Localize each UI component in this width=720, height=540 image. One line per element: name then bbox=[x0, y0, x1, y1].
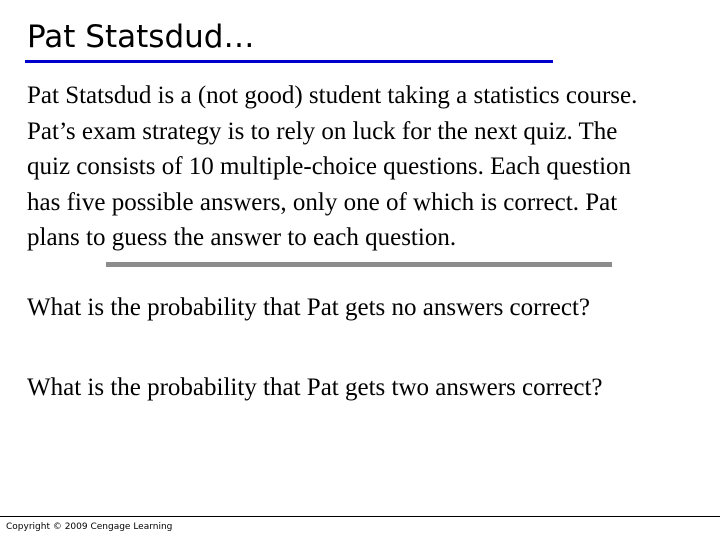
intro-line: has five possible answers, only one of which is correct. Pat bbox=[27, 188, 618, 216]
question-two-correct: What is the probability that Pat gets two answers correct? bbox=[27, 374, 603, 401]
footer-divider bbox=[0, 516, 720, 517]
intro-line: quiz consists of 10 multiple-choice questions. Each question bbox=[27, 153, 632, 180]
intro-line: plans to guess the answer to each question. bbox=[27, 224, 457, 251]
intro-line: Pat Statsdud is a (not good) student taking a statistics course. bbox=[27, 82, 638, 109]
intro-paragraph bbox=[27, 78, 717, 256]
question-no-correct: What is the probability that Pat gets no answers correct? bbox=[27, 294, 591, 321]
intro-line: Pat’s exam strategy is to rely on luck for the next quiz. The bbox=[27, 117, 618, 145]
slide-title: Pat Statsdud… bbox=[27, 19, 255, 55]
section-divider bbox=[106, 262, 612, 267]
title-underline bbox=[25, 60, 553, 63]
copyright-notice: Copyright © 2009 Cengage Learning bbox=[6, 522, 173, 532]
